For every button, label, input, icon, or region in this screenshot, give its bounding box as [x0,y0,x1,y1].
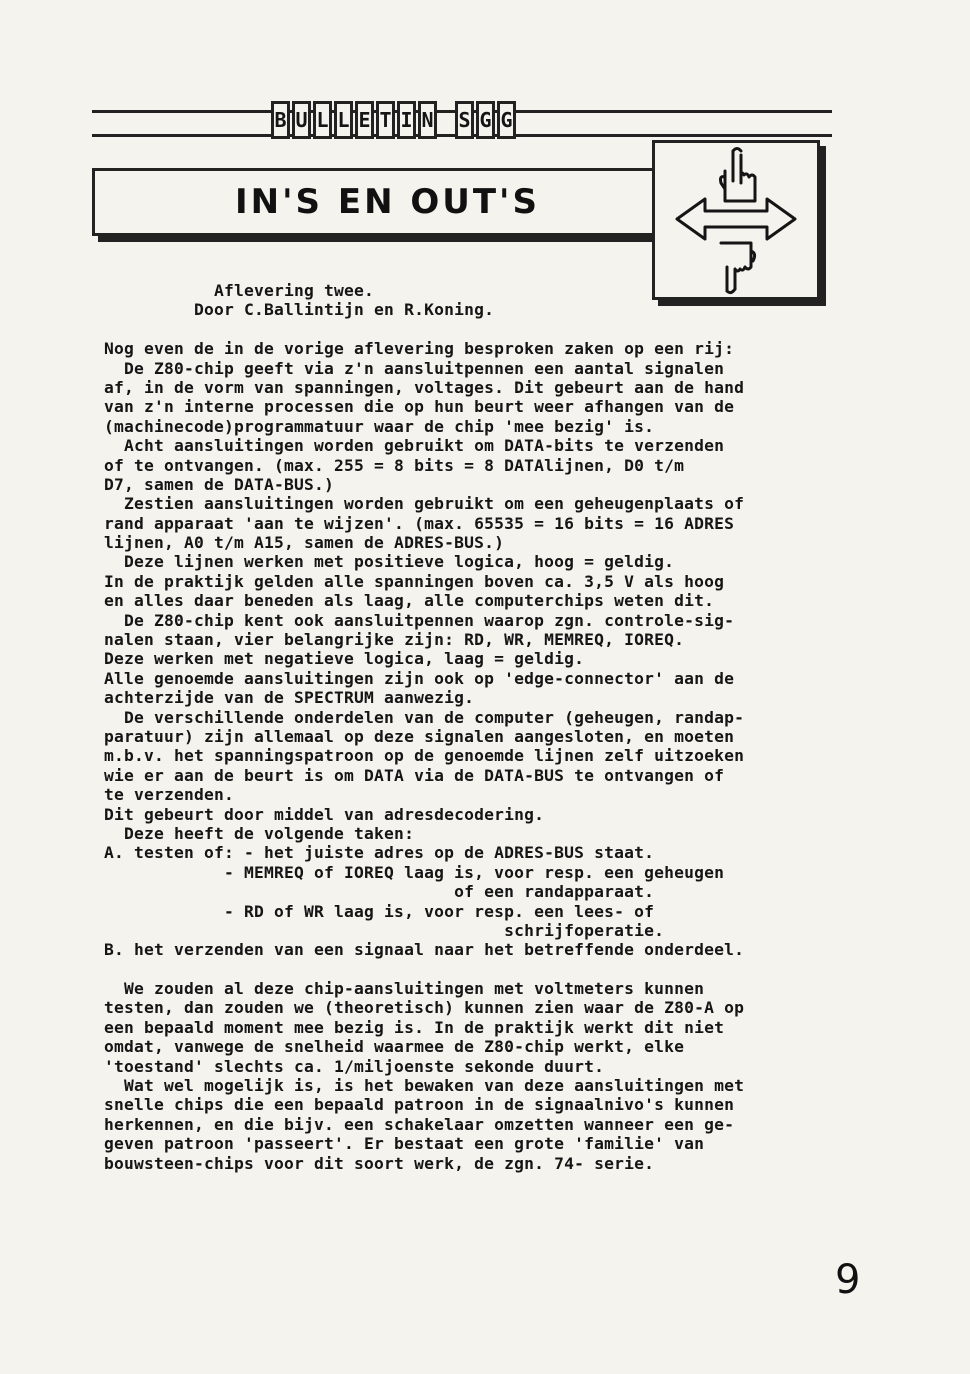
text-line: omdat, vanwege de snelheid waarmee de Z80-chip werkt, elke [104,1037,685,1057]
text-line: D7, samen de DATA-BUS.) [104,474,335,494]
masthead-letter: B [271,101,290,139]
text-line: schrijfoperatie. [104,920,665,940]
text-line: snelle chips die een bepaald patroon in de signaalnivo's kunnen [104,1095,735,1115]
text-line: 'toestand' slechts ca. 1/miljoenste sekonde duurt. [104,1056,605,1076]
text-line: Aflevering twee. [104,281,375,300]
page-number: 9 [835,1257,861,1303]
text-line: Zestien aansluitingen worden gebruikt om een geheugenplaats of [104,494,745,514]
masthead-letter: U [292,101,311,139]
text-line: achterzijde van de SPECTRUM aanwezig. [104,688,475,708]
text-line: wie er aan de beurt is om DATA via de DATA-BUS te ontvangen of [104,765,725,785]
text-line: Door C.Ballintijn en R.Koning. [104,300,495,320]
text-line: In de praktijk gelden alle spanningen boven ca. 3,5 V als hoog [104,571,725,591]
text-line: - RD of WR laag is, voor resp. een lees- of [104,901,655,921]
text-line [104,320,864,339]
illustration-box [652,140,820,300]
title-box [92,168,682,236]
text-line: of te ontvangen. (max. 255 = 8 bits = 8 DATAlijnen, D0 t/m [104,455,685,475]
text-line: paratuur) zijn allemaal op deze signalen aangesloten, en moeten [104,726,735,746]
text-line: af, in de vorm van spanningen, voltages. Dit gebeurt aan de hand [104,377,745,397]
text-line: nalen staan, vier belangrijke zijn: RD, WR, MEMREQ, IOREQ. [104,630,685,650]
text-line: lijnen, A0 t/m A15, samen de ADRES-BUS.) [104,533,505,553]
text-line: Deze heeft de volgende taken: [104,823,415,843]
masthead-letter: T [376,101,395,139]
text-line: Deze lijnen werken met positieve logica, hoog = geldig. [104,552,675,572]
text-line: (machinecode)programmatuur waar de chip 'mee bezig' is. [104,416,655,436]
text-line: m.b.v. het spanningspatroon op de genoemde lijnen zelf uitzoeken [104,746,745,766]
text-line: geven patroon 'passeert'. Er bestaat een grote 'familie' van [104,1134,705,1154]
text-line: A. testen of: - het juiste adres op de ADRES-BUS staat. [104,843,655,863]
masthead-letter: L [313,101,332,139]
masthead-letter: L [334,101,353,139]
text-line: De Z80-chip kent ook aansluitpennen waarop zgn. controle-sig- [104,610,735,630]
text-line: Wat wel mogelijk is, is het bewaken van deze aansluitingen met [104,1076,745,1096]
text-line: te verzenden. [104,785,235,805]
masthead-letter: E [355,101,374,139]
text-line: of een randapparaat. [104,882,655,902]
text-line: rand apparaat 'aan te wijzen'. (max. 65535 = 16 bits = 16 ADRES [104,513,735,533]
hand-pointing-arrows-icon [655,143,817,297]
text-line: Dit gebeurt door middel van adresdecodering. [104,804,545,824]
text-line: testen, dan zouden we (theoretisch) kunnen zien waar de Z80-A op [104,998,745,1018]
article-title: IN'S EN OUT'S [235,182,540,222]
text-line: Acht aansluitingen worden gebruikt om DATA-bits te verzenden [104,436,725,456]
article-body [104,281,864,1173]
masthead-letter: N [418,101,437,139]
text-line: B. het verzenden van een signaal naar het betreffende onderdeel. [104,940,745,960]
masthead-spacer [439,101,453,139]
masthead [271,101,516,139]
text-line: We zouden al deze chip-aansluitingen met voltmeters kunnen [104,979,705,999]
masthead-letter: S [455,101,474,139]
masthead-letter: G [497,101,516,139]
masthead-letter: G [476,101,495,139]
text-line: bouwsteen-chips voor dit soort werk, de zgn. 74- serie. [104,1153,655,1173]
text-line: een bepaald moment mee bezig is. In de praktijk werkt dit niet [104,1017,725,1037]
text-line: Deze werken met negatieve logica, laag = geldig. [104,649,585,669]
masthead-letter: I [397,101,416,139]
text-line: herkennen, en die bijv. een schakelaar omzetten wanneer een ge- [104,1114,735,1134]
text-line: van z'n interne processen die op hun beurt weer afhangen van de [104,397,735,417]
text-line: Alle genoemde aansluitingen zijn ook op 'edge-connector' aan de [104,668,735,688]
text-line: De Z80-chip geeft via z'n aansluitpennen een aantal signalen [104,358,725,378]
text-line: De verschillende onderdelen van de computer (geheugen, randap- [104,707,745,727]
text-line: en alles daar beneden als laag, alle computerchips weten dit. [104,591,715,611]
text-line [104,960,864,979]
text-line: Nog even de in de vorige aflevering besproken zaken op een rij: [104,339,735,359]
text-line: - MEMREQ of IOREQ laag is, voor resp. een geheugen [104,862,725,882]
